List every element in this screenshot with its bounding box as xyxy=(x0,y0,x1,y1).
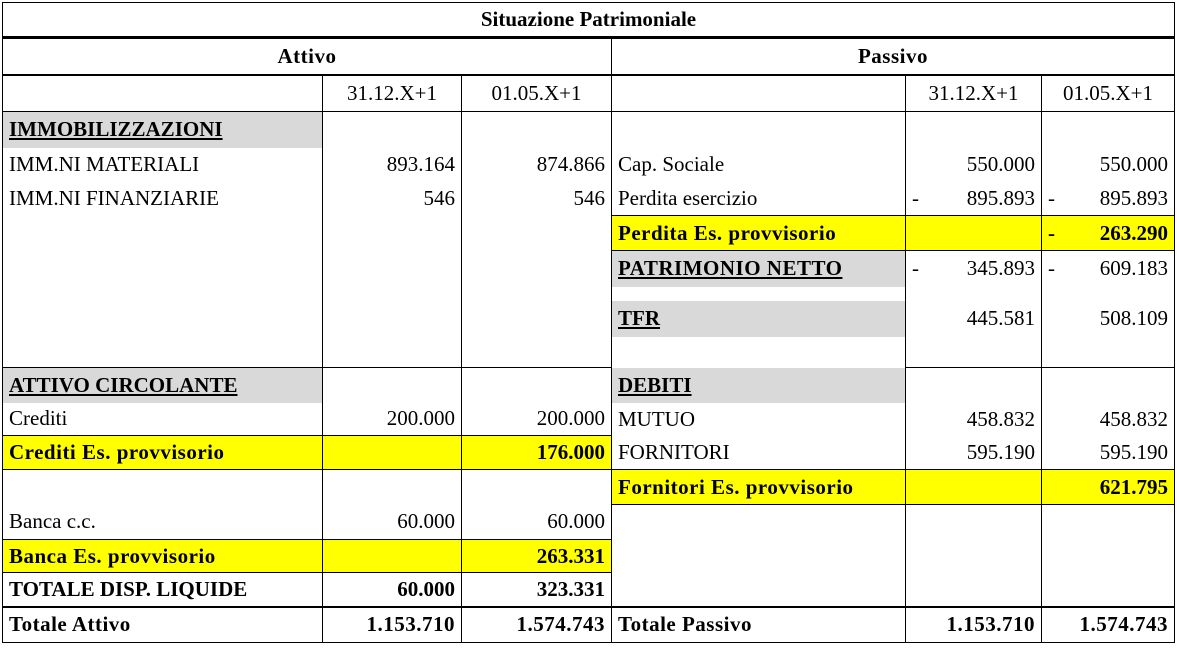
cap-sociale-v1: 550.000 xyxy=(906,148,1042,182)
empty-cell xyxy=(1042,540,1175,573)
debiti-section-cell xyxy=(612,368,906,403)
attivo-title: Attivo xyxy=(3,38,612,75)
debiti-header: DEBITI xyxy=(618,372,692,397)
passivo-date1-header: 31.12.X+1 xyxy=(906,75,1042,112)
crediti-prov-label: Crediti Es. provvisorio xyxy=(3,436,323,470)
banca-prov-v2: 263.331 xyxy=(462,540,612,573)
circ-header: ATTIVO CIRCOLANTE xyxy=(9,372,238,397)
minus-sign: - xyxy=(1048,185,1055,210)
perdita-prov-label: Perdita Es. provvisorio xyxy=(612,216,906,251)
perdita-prov-v2-cell xyxy=(1042,216,1175,251)
empty-cell xyxy=(462,470,612,505)
perdita-v1-cell xyxy=(906,182,1042,216)
perdita-v2-cell xyxy=(1042,182,1175,216)
perdita-prov-v2: 263.290 xyxy=(1099,220,1168,245)
empty-cell xyxy=(323,337,462,368)
tot-liq-v1: 60.000 xyxy=(323,573,462,607)
perdita-v1: 895.893 xyxy=(966,185,1035,210)
attivo-label-header xyxy=(3,75,323,112)
pn-label: PATRIMONIO NETTO xyxy=(618,256,843,281)
perdita-prov-v1 xyxy=(906,216,1042,251)
tfr-label: TFR xyxy=(618,306,660,330)
empty-cell xyxy=(1042,337,1175,368)
tot-liq-v2: 323.331 xyxy=(462,573,612,607)
totale-passivo-label: Totale Passivo xyxy=(612,607,906,643)
empty-cell xyxy=(906,287,1042,301)
mutuo-label: MUTUO xyxy=(612,403,906,436)
pn-v2-cell xyxy=(1042,251,1175,287)
banca-prov-label: Banca Es. provvisorio xyxy=(3,540,323,573)
empty-cell xyxy=(612,573,906,607)
empty-cell xyxy=(323,216,462,251)
empty-cell xyxy=(612,540,906,573)
banca-prov-v1 xyxy=(323,540,462,573)
fornitori-prov-v1 xyxy=(906,470,1042,505)
perdita-v2: 895.893 xyxy=(1099,185,1168,210)
empty-cell xyxy=(1042,287,1175,301)
empty-cell xyxy=(3,470,323,505)
minus-sign: - xyxy=(1048,220,1055,245)
empty-cell xyxy=(612,287,906,301)
crediti-prov-v1 xyxy=(323,436,462,470)
pn-v1-cell xyxy=(906,251,1042,287)
passivo-title: Passivo xyxy=(612,38,1175,75)
empty-cell xyxy=(612,112,906,148)
empty-cell xyxy=(462,337,612,368)
passivo-label-header xyxy=(612,75,906,112)
empty-cell xyxy=(906,505,1042,540)
empty-cell xyxy=(3,251,323,287)
empty-cell xyxy=(323,287,462,301)
empty-cell xyxy=(3,301,323,337)
imm-fin-label: IMM.NI FINANZIARIE xyxy=(3,182,323,216)
empty-cell xyxy=(1042,112,1175,148)
imm-header: IMMOBILIZZAZIONI xyxy=(9,117,223,142)
minus-sign: - xyxy=(912,185,919,210)
empty-cell xyxy=(1042,505,1175,540)
empty-cell xyxy=(323,368,462,403)
imm-fin-v1: 546 xyxy=(323,182,462,216)
fornitori-v2: 595.190 xyxy=(1042,436,1175,470)
circ-section-cell xyxy=(3,368,323,403)
empty-cell xyxy=(3,216,323,251)
imm-mat-label: IMM.NI MATERIALI xyxy=(3,148,323,182)
totale-attivo-label: Totale Attivo xyxy=(3,607,323,643)
cap-sociale-label: Cap. Sociale xyxy=(612,148,906,182)
attivo-date1-header: 31.12.X+1 xyxy=(323,75,462,112)
mutuo-v2: 458.832 xyxy=(1042,403,1175,436)
empty-cell xyxy=(612,505,906,540)
empty-cell xyxy=(1042,573,1175,607)
empty-cell xyxy=(462,287,612,301)
empty-cell xyxy=(462,368,612,403)
empty-cell xyxy=(323,470,462,505)
empty-cell xyxy=(323,251,462,287)
empty-cell xyxy=(462,216,612,251)
tfr-v2: 508.109 xyxy=(1042,301,1175,337)
fornitori-prov-label: Fornitori Es. provvisorio xyxy=(612,470,906,505)
empty-cell xyxy=(906,540,1042,573)
crediti-v2: 200.000 xyxy=(462,403,612,436)
empty-cell xyxy=(906,337,1042,368)
empty-cell xyxy=(323,112,462,148)
minus-sign: - xyxy=(912,256,919,281)
banca-v1: 60.000 xyxy=(323,505,462,540)
tfr-cell xyxy=(612,301,906,337)
totale-attivo-v2: 1.574.743 xyxy=(462,607,612,643)
tfr-v1: 445.581 xyxy=(906,301,1042,337)
empty-cell xyxy=(462,251,612,287)
crediti-prov-v2: 176.000 xyxy=(462,436,612,470)
empty-cell xyxy=(462,301,612,337)
balance-table xyxy=(2,2,1175,643)
empty-cell xyxy=(3,337,323,368)
empty-cell xyxy=(3,287,323,301)
crediti-v1: 200.000 xyxy=(323,403,462,436)
cap-sociale-v2: 550.000 xyxy=(1042,148,1175,182)
pn-cell xyxy=(612,251,906,287)
banca-v2: 60.000 xyxy=(462,505,612,540)
fornitori-label: FORNITORI xyxy=(612,436,906,470)
passivo-date2-header: 01.05.X+1 xyxy=(1042,75,1175,112)
totale-passivo-v2: 1.574.743 xyxy=(1042,607,1175,643)
perdita-label: Perdita esercizio xyxy=(612,182,906,216)
empty-cell xyxy=(906,112,1042,148)
pn-v2: 609.183 xyxy=(1099,256,1168,281)
empty-cell xyxy=(906,573,1042,607)
banca-label: Banca c.c. xyxy=(3,505,323,540)
imm-mat-v1: 893.164 xyxy=(323,148,462,182)
imm-fin-v2: 546 xyxy=(462,182,612,216)
crediti-label: Crediti xyxy=(3,403,323,436)
empty-cell xyxy=(1042,368,1175,403)
minus-sign: - xyxy=(1048,256,1055,281)
sheet-title: Situazione Patrimoniale xyxy=(3,3,1175,38)
empty-cell xyxy=(323,301,462,337)
empty-cell xyxy=(462,112,612,148)
empty-cell xyxy=(612,337,906,368)
totale-attivo-v1: 1.153.710 xyxy=(323,607,462,643)
fornitori-prov-v2: 621.795 xyxy=(1042,470,1175,505)
imm-section-cell xyxy=(3,112,323,148)
pn-v1: 345.893 xyxy=(966,256,1035,281)
empty-cell xyxy=(906,368,1042,403)
tot-liq-label: TOTALE DISP. LIQUIDE xyxy=(3,573,323,607)
totale-passivo-v1: 1.153.710 xyxy=(906,607,1042,643)
fornitori-v1: 595.190 xyxy=(906,436,1042,470)
attivo-date2-header: 01.05.X+1 xyxy=(462,75,612,112)
mutuo-v1: 458.832 xyxy=(906,403,1042,436)
imm-mat-v2: 874.866 xyxy=(462,148,612,182)
